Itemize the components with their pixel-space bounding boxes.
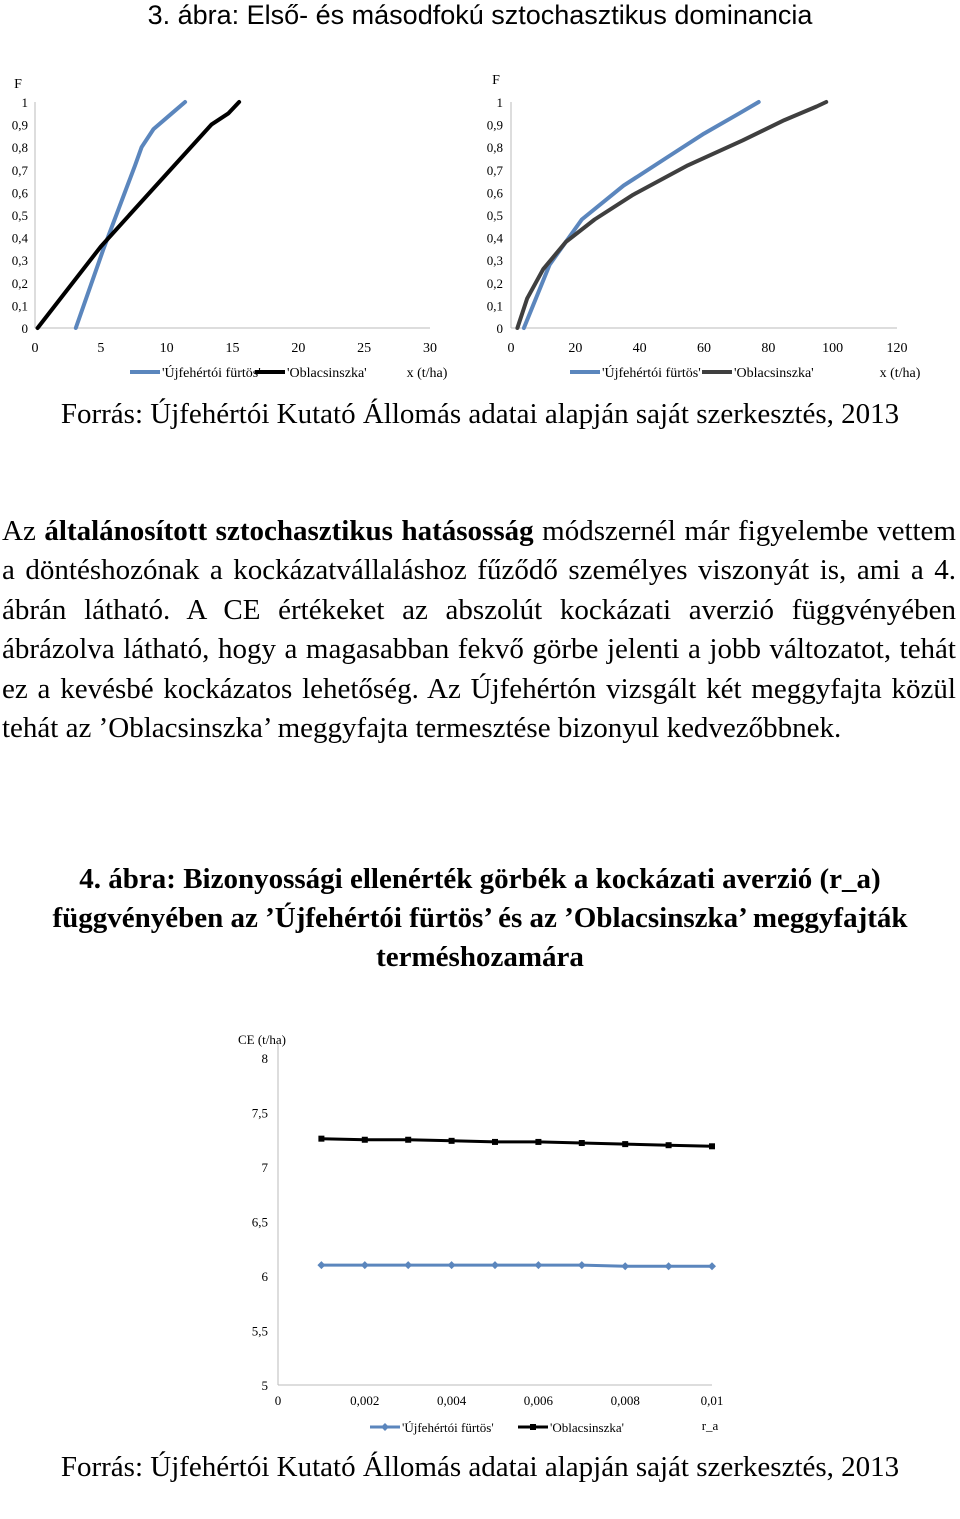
chart-certainty-equivalent <box>200 1020 760 1440</box>
legend-label: 'Újfehértói fürtös' <box>402 1420 494 1435</box>
x-tick-label: 120 <box>886 341 908 356</box>
y-tick-label: 0,6 <box>11 185 28 201</box>
data-point-marker <box>448 1261 456 1269</box>
x-tick-label: 0 <box>507 341 515 356</box>
x-tick-label: 5 <box>97 341 105 356</box>
data-point-marker <box>361 1261 369 1269</box>
y-tick-label: 0,1 <box>486 298 503 314</box>
series-line-ujfehertoi-furtos <box>321 1265 712 1266</box>
y-tick-label: 0,2 <box>486 275 503 291</box>
chart-second-order-dominance <box>470 60 940 390</box>
data-point-marker <box>535 1139 541 1145</box>
y-axis-title: CE (t/ha) <box>237 1032 287 1047</box>
data-point-marker <box>708 1262 716 1270</box>
x-tick-label: 20 <box>291 341 306 356</box>
y-tick-label: 0 <box>21 321 28 336</box>
data-point-marker <box>317 1261 325 1269</box>
body-paragraph <box>2 512 956 748</box>
legend-label: 'Újfehértói fürtös' <box>162 366 261 381</box>
x-tick-label: 20 <box>568 341 583 356</box>
y-tick-label: 0,9 <box>11 117 28 133</box>
y-tick-label: 0,5 <box>11 208 28 223</box>
x-tick-label: 0,008 <box>610 1393 640 1408</box>
figure-4-title: 4. ábra: Bizonyossági ellenérték görbék a kockázati averzió (r_a) függvényében az ’Újfehértói fürtös’ és az ’Oblacsinszka’ meggyfajták terméshozamára <box>52 863 908 973</box>
y-tick-label: 6,5 <box>251 1214 268 1230</box>
y-tick-label: 0,8 <box>486 140 503 156</box>
y-tick-label: 0,6 <box>486 185 503 201</box>
y-tick-label: 0,3 <box>11 253 28 269</box>
legend-marker <box>530 1424 536 1430</box>
x-tick-label: 10 <box>159 341 174 356</box>
y-tick-label: 0,4 <box>486 230 503 246</box>
y-tick-label: 5 <box>261 1378 268 1393</box>
y-tick-label: 0,9 <box>486 117 503 133</box>
y-tick-label: 0,1 <box>11 298 28 314</box>
x-tick-label: 15 <box>225 341 240 356</box>
y-tick-label: 7 <box>261 1160 268 1175</box>
chart-first-order-dominance <box>0 60 460 390</box>
x-tick-label: 0,006 <box>523 1393 554 1408</box>
x-tick-label: 40 <box>632 341 647 356</box>
data-point-marker <box>709 1143 715 1149</box>
y-tick-label: 0,3 <box>486 253 503 269</box>
series-line-oblacsinszka <box>517 102 826 328</box>
y-tick-label: 0,7 <box>11 162 28 178</box>
data-point-marker <box>621 1262 629 1270</box>
paragraph-text-start: Az <box>2 515 45 547</box>
x-tick-label: 60 <box>697 341 711 356</box>
x-tick-label: 30 <box>423 341 437 356</box>
figure-4-source: Forrás: Újfehértói Kutató Állomás adatai alapján saját szerkesztés, 2013 <box>60 1451 900 1483</box>
data-point-marker <box>622 1141 628 1147</box>
figure-3-source: Forrás: Újfehértói Kutató Állomás adatai alapján saját szerkesztés, 2013 <box>60 398 900 430</box>
x-tick-label: 0,01 <box>700 1393 724 1408</box>
legend-label: 'Oblacsinszka' <box>287 366 367 381</box>
data-point-marker <box>578 1261 586 1269</box>
y-tick-label: 8 <box>261 1051 268 1066</box>
y-tick-label: 6 <box>261 1269 268 1284</box>
y-tick-label: 0 <box>496 321 503 336</box>
y-tick-label: 0,7 <box>486 162 503 178</box>
y-tick-label: 0,4 <box>11 230 28 246</box>
series-line-ujfehertoi-furtos <box>524 102 759 328</box>
data-point-marker <box>492 1139 498 1145</box>
series-line-oblacsinszka <box>321 1139 712 1147</box>
x-tick-label: 0,002 <box>350 1393 380 1408</box>
paragraph-bold-term: általánosított sztochasztikus hatásosság <box>44 515 534 547</box>
figure-3-title: 3. ábra: Első- és másodfokú sztochasztikus dominancia <box>147 0 813 30</box>
y-axis-title: F <box>14 77 22 92</box>
data-point-marker <box>318 1136 324 1142</box>
legend-label: 'Újfehértói fürtös' <box>602 366 701 381</box>
y-tick-label: 0,5 <box>486 208 503 223</box>
y-tick-label: 7,5 <box>251 1105 268 1121</box>
y-axis-title: F <box>492 73 500 88</box>
paragraph-text-rest: módszernél már figyelembe vettem a döntéshozónak a kockázatvállaláshoz fűződő személyes viszonyát is, ami a 4. ábrán látható. A CE értékeket az abszolút kockázati averzió függvényében ábrázolva látható, hogy a magasabban fekvő görbe jelenti a jobb változatot, tehát ez a kevésbé kockázatos lehetőség. Az Újfehértón vizsgált két meggyfajta közül tehát az ’Oblacsinszka’ meggyfajta termesztése bizonyul kedvezőbbnek. <box>2 515 956 745</box>
y-tick-label: 0,2 <box>11 275 28 291</box>
y-tick-label: 5,5 <box>251 1323 268 1339</box>
legend-label: 'Oblacsinszka' <box>734 366 814 381</box>
x-axis-title: x (t/ha) <box>406 366 448 381</box>
series-line-oblacsinszka <box>38 102 240 328</box>
y-tick-label: 1 <box>496 95 503 110</box>
data-point-marker <box>449 1138 455 1144</box>
x-tick-label: 0 <box>31 341 39 356</box>
data-point-marker <box>362 1137 368 1143</box>
data-point-marker <box>534 1261 542 1269</box>
x-tick-label: 0,004 <box>436 1393 467 1408</box>
x-tick-label: 80 <box>761 341 776 356</box>
data-point-marker <box>405 1137 411 1143</box>
data-point-marker <box>491 1261 499 1269</box>
data-point-marker <box>579 1140 585 1146</box>
x-axis-title: r_a <box>701 1418 719 1433</box>
x-tick-label: 100 <box>822 341 844 356</box>
x-axis-title: x (t/ha) <box>879 366 921 381</box>
data-point-marker <box>665 1262 673 1270</box>
data-point-marker <box>666 1142 672 1148</box>
x-tick-label: 25 <box>357 341 372 356</box>
legend-label: 'Oblacsinszka' <box>550 1420 624 1435</box>
legend-marker <box>381 1423 389 1431</box>
x-tick-label: 0 <box>274 1393 282 1408</box>
y-tick-label: 0,8 <box>11 140 28 156</box>
y-tick-label: 1 <box>21 95 28 110</box>
data-point-marker <box>404 1261 412 1269</box>
